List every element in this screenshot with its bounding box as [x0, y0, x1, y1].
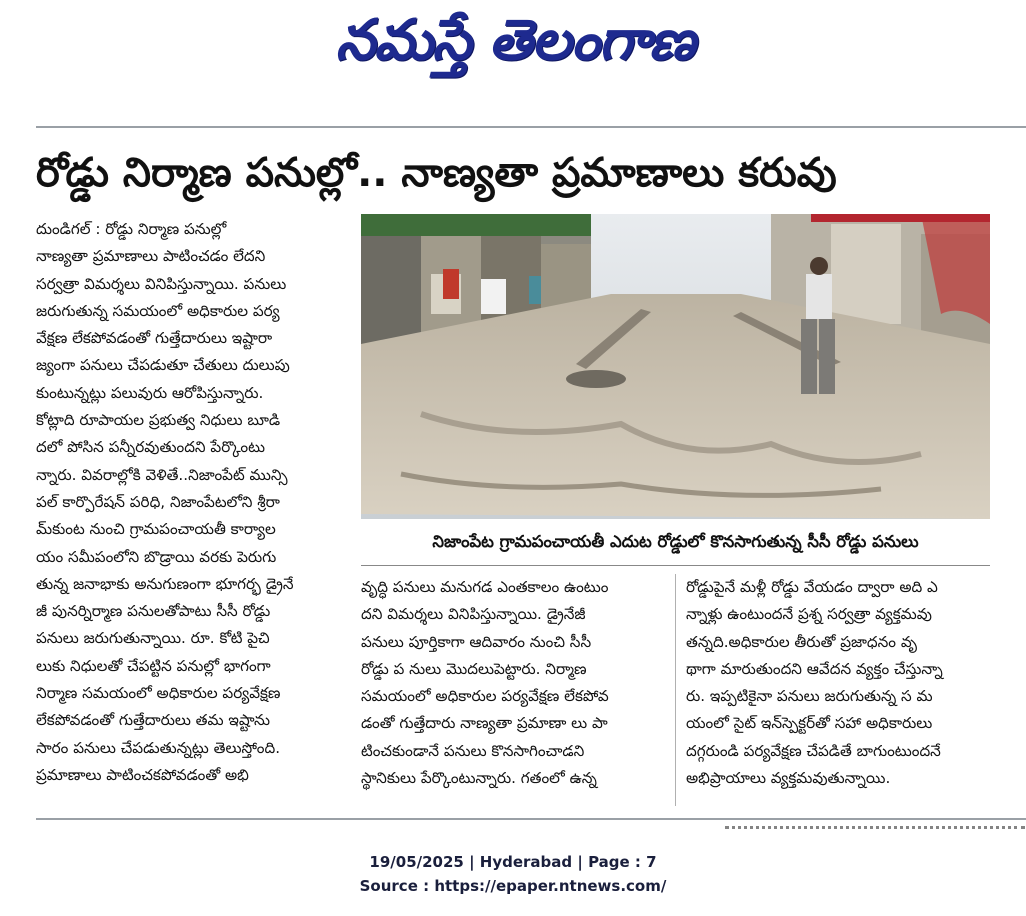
article-text-line: యంలో సైట్ ఇన్‌స్పెక్టర్‌తో సహా అధికారులు: [686, 714, 933, 733]
article-text-line: న్నారు. వివరాల్లోకి వెళితే..నిజాంపేట్ మున్సి: [36, 465, 288, 484]
article-text-line: సర్వత్రా విమర్శలు వినిపిస్తున్నాయి. పనులు: [36, 274, 287, 293]
article-text-line: పనులు పూర్తికాగా ఆదివారం నుంచి సీసీ: [361, 632, 592, 651]
article-text-line: జ్యంగా పనులు చేపడుతూ చేతులు దులుపు: [36, 356, 290, 375]
article-text-line: దని విమర్శలు వినిపిస్తున్నాయి. డ్రైనేజీ: [361, 605, 586, 624]
article-text-line: టించకుండానే పనులు కొనసాగించాడని: [361, 741, 585, 760]
article-text-line: థాగా మారుతుందని ఆవేదన వ్యక్తం చేస్తున్నా: [686, 659, 943, 678]
article-text-line: పల్ కార్పొరేషన్ పరిధి, నిజాంపేటలోని శ్రీరా: [36, 492, 280, 511]
article-text-line: నిర్మాణ సమయంలో అధికారుల పర్యవేక్షణ: [36, 684, 281, 703]
article-text-line: న్నాళ్లు ఉంటుందనే ప్రశ్న సర్వత్రా వ్యక్తమవు: [686, 605, 932, 624]
article-text-line: తన్నది.అధికారుల తీరుతో ప్రజాధనం వృ: [686, 632, 918, 651]
article-text-line: పనులు జరుగుతున్నాయి. రూ. కోటి పైచి: [36, 629, 270, 648]
article-text-line: దలో పోసిన పన్నీరవుతుందని పేర్కొంటు: [36, 438, 266, 457]
article-text-line: రోడ్డు ప నులు మొదలుపెట్టారు. నిర్మాణ: [361, 659, 587, 678]
photo-caption: నిజాంపేట గ్రామపంచాయతీ ఎదుట రోడ్డులో కొనసాగుతున్న సీసీ రోడ్డు పనులు: [361, 519, 990, 566]
article-text-line: జరుగుతున్న సమయంలో అధికారుల పర్య: [36, 301, 280, 320]
article-text-line: యం సమీపంలోని బొడ్రాయి వరకు పెరుగు: [36, 547, 277, 566]
article-text-line: కుంటున్నట్లు పలువురు ఆరోపిస్తున్నారు.: [36, 383, 264, 402]
article-text-line: సారం పనులు చేపడుతున్నట్లు తెలుస్తోంది.: [36, 738, 281, 757]
article-column-middle: [361, 574, 666, 806]
footer-source: Source : https://epaper.ntnews.com/: [359, 877, 667, 895]
news-photo: [361, 214, 990, 519]
footer-date-location: 19/05/2025 | Hyderabad | Page : 7: [369, 853, 657, 871]
article-text-line: సమయంలో అధికారుల పర్యవేక్షణ లేకపోవ: [361, 687, 609, 706]
masthead-title: నమస్తే తెలంగాణ: [335, 8, 695, 73]
road-construction-photo: [361, 214, 990, 519]
article-text-line: రు. ఇప్పటికైనా పనులు జరుగుతున్న స మ: [686, 687, 933, 706]
article-text-line: కోట్లాది రూపాయల ప్రభుత్వ నిధులు బూడి: [36, 411, 281, 430]
article-text-line: దుండిగల్ : రోడ్డు నిర్మాణ పనుల్లో: [36, 220, 227, 238]
column-divider: [675, 574, 676, 806]
article-text-line: దగ్గరుండి పర్యవేక్షణ చేపడితే బాగుంటుందనే: [686, 741, 941, 760]
bottom-rule: [36, 818, 1026, 820]
article-text-line: డంతో గుత్తేదారు నాణ్యతా ప్రమాణా లు పా: [361, 714, 608, 733]
cut-off-text-line: [725, 826, 1025, 837]
article-text-line: లేకపోవడంతో గుత్తేదారులు తమ ఇష్టాను: [36, 711, 270, 730]
masthead: [0, 0, 1026, 80]
article-text-line: లుకు నిధులతో చేపట్టిన పనుల్లో భాగంగా: [36, 656, 271, 675]
article-headline: రోడ్డు నిర్మాణ పనుల్లో.. నాణ్యతా ప్రమాణాలు కరువు: [36, 150, 837, 196]
article-text-line: అభిప్రాయాలు వ్యక్తమవుతున్నాయి.: [686, 769, 891, 788]
article-text-line: స్థానికులు పేర్కొంటున్నారు. గతంలో ఉన్న: [361, 769, 597, 788]
page-footer: [0, 850, 1026, 898]
article-text-line: రోడ్డుపైనే మళ్లీ రోడ్డు వేయడం ద్వారా అది ఎ: [686, 578, 938, 596]
article-text-line: తున్న జనాభాకు అనుగుణంగా భూగర్భ డ్రైనే: [36, 574, 294, 593]
article-column-left: [36, 216, 336, 796]
article-text-line: వృద్ధి పనులు మనుగడ ఎంతకాలం ఉంటుం: [361, 578, 609, 596]
top-rule: [36, 126, 1026, 128]
article-text-line: వేక్షణ లేకపోవడంతో గుత్తేదారులు ఇష్టారా: [36, 329, 273, 348]
article-column-right: [686, 574, 991, 806]
article-text-line: ప్రమాణాలు పాటించకపోవడంతో అభి: [36, 765, 249, 784]
article-text-line: జీ పునర్నిర్మాణ పనులతోపాటు సీసీ రోడ్డు: [36, 602, 271, 621]
article-text-line: మ్‌కుంట నుంచి గ్రామపంచాయతీ కార్యాల: [36, 520, 276, 539]
article-text-line: నాణ్యతా ప్రమాణాలు పాటించడం లేదని: [36, 247, 266, 266]
